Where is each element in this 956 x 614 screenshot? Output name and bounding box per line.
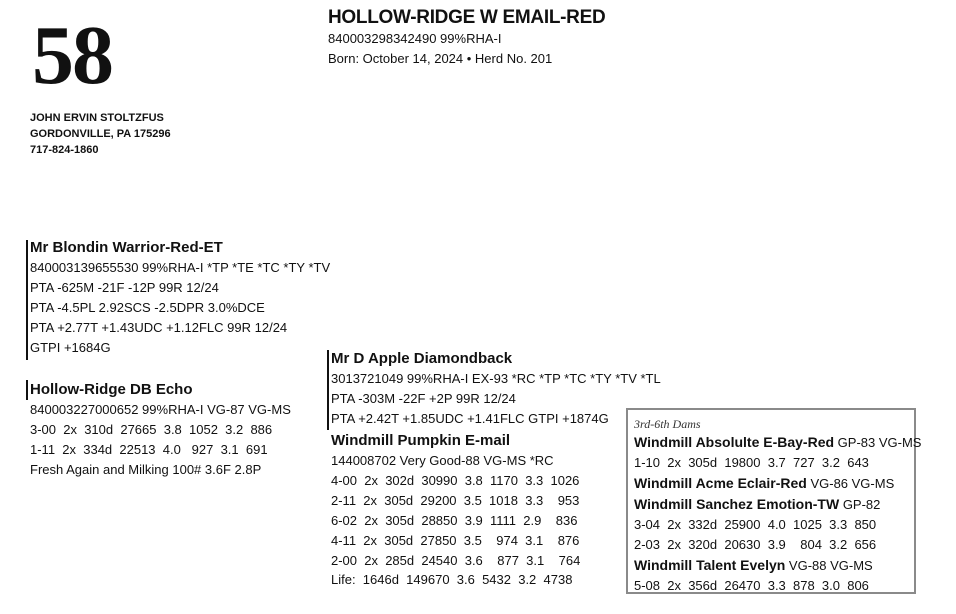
granddam-record: 4-11 2x 305d 27850 3.5 974 3.1 876 <box>331 532 580 548</box>
dam-score: GP-83 VG-MS <box>834 435 922 450</box>
consignor-city: GORDONVILLE, PA 175296 <box>30 128 171 140</box>
dam-bracket <box>26 380 28 400</box>
granddam-line: 144008702 Very Good-88 VG-MS *RC <box>331 453 554 468</box>
granddam-block <box>331 430 580 590</box>
mgs-bracket <box>327 350 329 430</box>
dam-name: Windmill Acme Eclair-Red <box>634 475 807 491</box>
sire-line: PTA +2.77T +1.43UDC +1.12FLC 99R 12/24 <box>30 320 288 335</box>
granddam-record: 2-00 2x 285d 24540 3.6 877 3.1 764 <box>331 552 581 568</box>
lot-number: 58 <box>32 9 112 102</box>
dam-record: 2-03 2x 320d 20630 3.9 804 3.2 656 <box>634 537 877 552</box>
dam-score: GP-82 <box>839 497 881 512</box>
sire-block <box>30 237 330 358</box>
dam-name: Windmill Sanchez Emotion-TW <box>634 496 840 512</box>
sire-line: PTA -4.5PL 2.92SCS -2.5DPR 3.0%DCE <box>30 300 265 315</box>
granddam-lifetime: Life: 1646d 149670 3.6 5432 3.2 4738 <box>331 572 573 588</box>
maternal-grandsire-block <box>331 348 661 429</box>
further-dam-entry <box>634 555 914 576</box>
sire-name: Mr Blondin Warrior-Red-ET <box>30 239 223 256</box>
consignor-info <box>30 110 171 158</box>
dam-line: 3-00 2x 310d 27665 3.8 1052 3.2 886 <box>30 422 273 437</box>
further-dam-entry <box>634 473 914 494</box>
dam-name: Hollow-Ridge DB Echo <box>30 381 193 398</box>
dam-record: 5-08 2x 356d 26470 3.3 878 3.0 806 <box>634 578 869 593</box>
granddam-record: 6-02 2x 305d 28850 3.9 1111 2.9 836 <box>331 512 578 528</box>
dam-line: Fresh Again and Milking 100# 3.6F 2.8P <box>30 462 262 477</box>
dam-line: 840003227000652 99%RHA-I VG-87 VG-MS <box>30 402 291 417</box>
mgs-line: PTA +2.42T +1.85UDC +1.41FLC GTPI +1874G <box>331 411 609 426</box>
further-dam-entry <box>634 494 914 515</box>
animal-id: 840003298342490 99%RHA-I <box>328 31 502 46</box>
sire-bracket <box>26 240 28 360</box>
animal-header <box>328 7 605 69</box>
dam-score: VG-88 VG-MS <box>785 558 873 573</box>
further-dams-box <box>626 408 922 594</box>
animal-born: Born: October 14, 2024 • Herd No. 201 <box>328 51 553 66</box>
dam-name: Windmill Absolulte E-Bay-Red <box>634 434 835 450</box>
granddam-name: Windmill Pumpkin E-mail <box>331 432 511 449</box>
dam-record: 3-04 2x 332d 25900 4.0 1025 3.3 850 <box>634 517 877 532</box>
sire-line: PTA -625M -21F -12P 99R 12/24 <box>30 280 219 295</box>
dam-score: VG-86 VG-MS <box>806 476 895 491</box>
mgs-line: 3013721049 99%RHA-I EX-93 *RC *TP *TC *TY *TV *TL <box>331 371 661 386</box>
mgs-name: Mr D Apple Diamondback <box>331 350 513 367</box>
sire-line: 840003139655530 99%RHA-I *TP *TE *TC *TY *TV <box>30 260 331 275</box>
mgs-line: PTA -303M -22F +2P 99R 12/24 <box>331 391 516 406</box>
granddam-record: 2-11 2x 305d 29200 3.5 1018 3.3 953 <box>331 492 580 508</box>
dam-record: 1-10 2x 305d 19800 3.7 727 3.2 643 <box>634 455 869 470</box>
consignor-phone: 717-824-1860 <box>30 144 99 156</box>
dam-name: Windmill Talent Evelyn <box>634 557 786 573</box>
granddam-record: 4-00 2x 302d 30990 3.8 1170 3.3 1026 <box>331 472 580 488</box>
dam-line: 1-11 2x 334d 22513 4.0 927 3.1 691 <box>30 442 268 457</box>
further-dam-entry <box>634 432 922 453</box>
consignor-name: JOHN ERVIN STOLTZFUS <box>30 112 164 124</box>
further-dams-title: 3rd-6th Dams <box>634 417 701 431</box>
animal-name: HOLLOW-RIDGE W EMAIL-RED <box>328 7 606 28</box>
dam-block <box>30 379 291 480</box>
sire-line: GTPI +1684G <box>30 340 111 355</box>
